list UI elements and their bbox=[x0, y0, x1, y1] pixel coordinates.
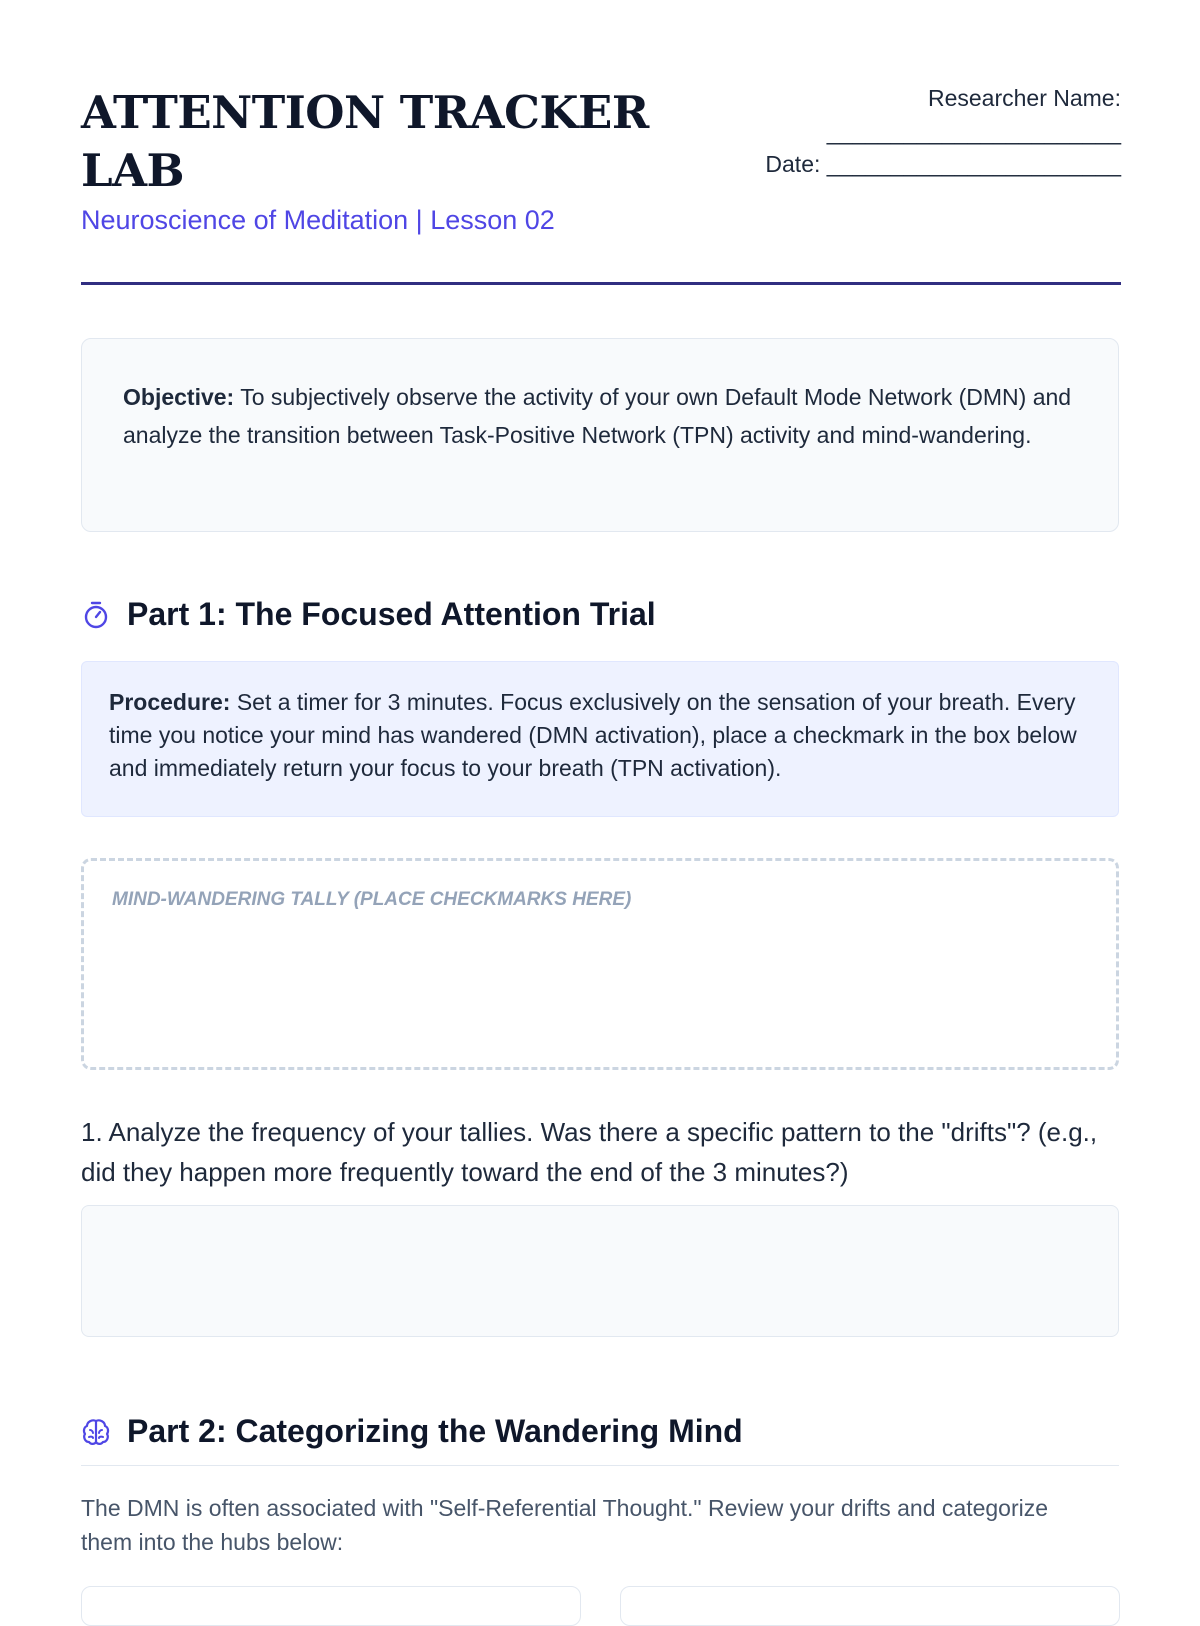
tally-label: MIND-WANDERING TALLY (PLACE CHECKMARKS HERE) bbox=[112, 889, 632, 910]
date-field[interactable]: _______________________ bbox=[826, 151, 1121, 177]
part2-heading bbox=[81, 1413, 743, 1450]
objective-box bbox=[81, 338, 1119, 532]
objective-body: To subjectively observe the activity of your own Default Mode Network (DMN) and analyze the transition between Task-Positive Network (TPN) activity and mind-wandering. bbox=[123, 384, 1072, 448]
researcher-name-field[interactable]: _______________________ bbox=[826, 119, 1121, 145]
date-row bbox=[765, 148, 1121, 180]
objective-label: Objective: bbox=[123, 384, 235, 410]
question-1: 1. Analyze the frequency of your tallies. Was there a specific pattern to the "drifts"? (e.g., did they happen more frequently toward the end of the 3 minutes?) bbox=[81, 1117, 1098, 1187]
page-subtitle: Neuroscience of Meditation | Lesson 02 bbox=[81, 205, 555, 235]
procedure-box bbox=[81, 661, 1119, 817]
stopwatch-icon bbox=[81, 600, 111, 630]
part2-intro: The DMN is often associated with "Self-Referential Thought." Review your drifts and categorize them into the hubs below: bbox=[81, 1495, 1049, 1555]
page-title: ATTENTION TRACKER LAB bbox=[81, 86, 649, 197]
procedure-label: Procedure: bbox=[109, 689, 231, 715]
part2-title: Part 2: Categorizing the Wandering Mind bbox=[127, 1413, 743, 1449]
objective-text bbox=[123, 378, 1083, 454]
hub-box-right[interactable] bbox=[620, 1586, 1120, 1626]
brain-icon bbox=[81, 1417, 111, 1447]
date-label: Date: bbox=[765, 151, 821, 177]
part1-title: Part 1: The Focused Attention Trial bbox=[127, 596, 656, 632]
procedure-text bbox=[109, 686, 1099, 785]
answer-field-1[interactable] bbox=[81, 1205, 1119, 1337]
procedure-body: Set a timer for 3 minutes. Focus exclusively on the sensation of your breath. Every time you notice your mind has wandered (DMN activation), place a checkmark in the box below and immediately return your focus to your breath (TPN activation). bbox=[109, 689, 1077, 781]
worksheet-header bbox=[81, 80, 1121, 285]
tally-box[interactable] bbox=[81, 858, 1119, 1070]
researcher-name-label: Researcher Name: bbox=[927, 85, 1121, 111]
section-divider bbox=[81, 1465, 1119, 1466]
hub-box-left[interactable] bbox=[81, 1586, 581, 1626]
part1-heading bbox=[81, 596, 656, 633]
